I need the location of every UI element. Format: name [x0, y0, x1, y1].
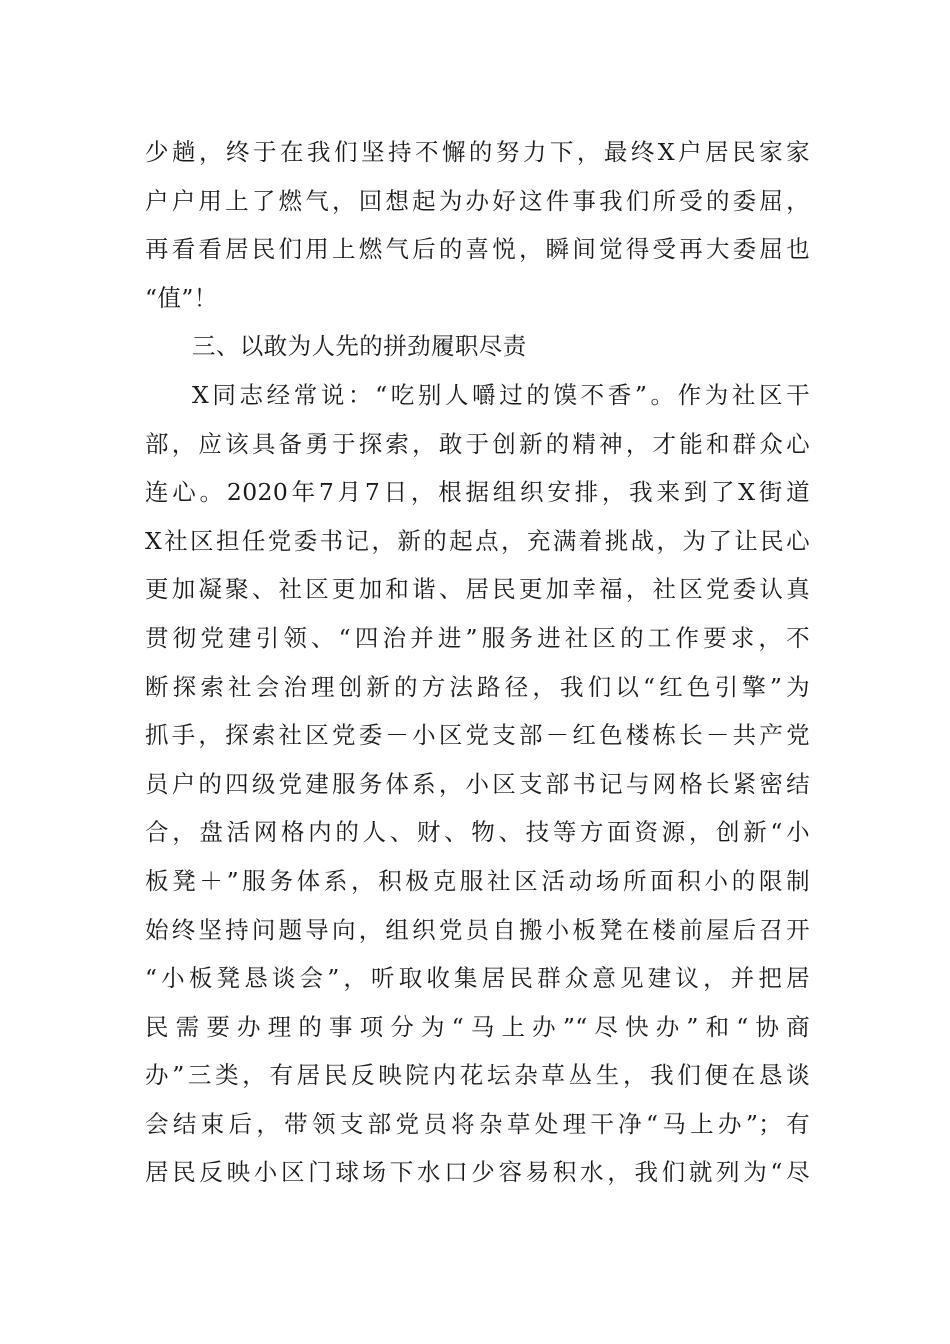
text-line: 办”三类，有居民反映院内花坛杂草丛生，我们便在恳谈 [145, 1061, 810, 1090]
text-line: 贯彻党建引领、“四治并进”服务进社区的工作要求，不 [145, 623, 810, 652]
text-line: “小板凳恳谈会”，听取收集居民群众意见建议，并把居 [145, 964, 810, 993]
text-line: 居民反映小区门球场下水口少容易积水，我们就列为“尽 [145, 1158, 810, 1187]
text-line: 部，应该具备勇于探索，敢于创新的精神，才能和群众心 [145, 429, 810, 458]
text-line: 再看看居民们用上燃气后的喜悦，瞬间觉得受再大委屈也 [145, 235, 810, 264]
text-line: 板凳＋”服务体系，积极克服社区活动场所面积小的限制 [145, 866, 810, 895]
text-line: “值”！ [145, 283, 218, 312]
section-heading: 三、以敢为人先的拼劲履职尽责 [192, 332, 527, 361]
paragraph-first-line: X同志经常说：“吃别人嚼过的馍不香”。作为社区干 [192, 380, 810, 409]
text-line: 合，盘活网格内的人、财、物、技等方面资源，创新“小 [145, 818, 810, 847]
text-line: 连心。2020年7月7日，根据组织安排，我来到了X街道 [145, 478, 810, 507]
text-line: 抓手，探索社区党委－小区党支部－红色楼栋长－共产党 [145, 721, 810, 750]
text-line: 始终坚持问题导向，组织党员自搬小板凳在楼前屋后召开 [145, 915, 810, 944]
text-line: 户户用上了燃气，回想起为办好这件事我们所受的委屈， [145, 186, 810, 215]
text-line: 断探索社会治理创新的方法路径，我们以“红色引擎”为 [145, 672, 810, 701]
text-line: 会结束后，带领支部党员将杂草处理干净“马上办”；有 [145, 1109, 810, 1138]
text-line: 更加凝聚、社区更加和谐、居民更加幸福，社区党委认真 [145, 575, 810, 604]
text-line: 民需要办理的事项分为“马上办”“尽快办”和“协商 [145, 1012, 810, 1041]
text-line: 员户的四级党建服务体系，小区支部书记与网格长紧密结 [145, 769, 810, 798]
text-line: X社区担任党委书记，新的起点，充满着挑战，为了让民心 [145, 526, 810, 555]
text-line: 少趟，终于在我们坚持不懈的努力下，最终X户居民家家 [145, 138, 810, 166]
body-text [145, 128, 810, 1197]
